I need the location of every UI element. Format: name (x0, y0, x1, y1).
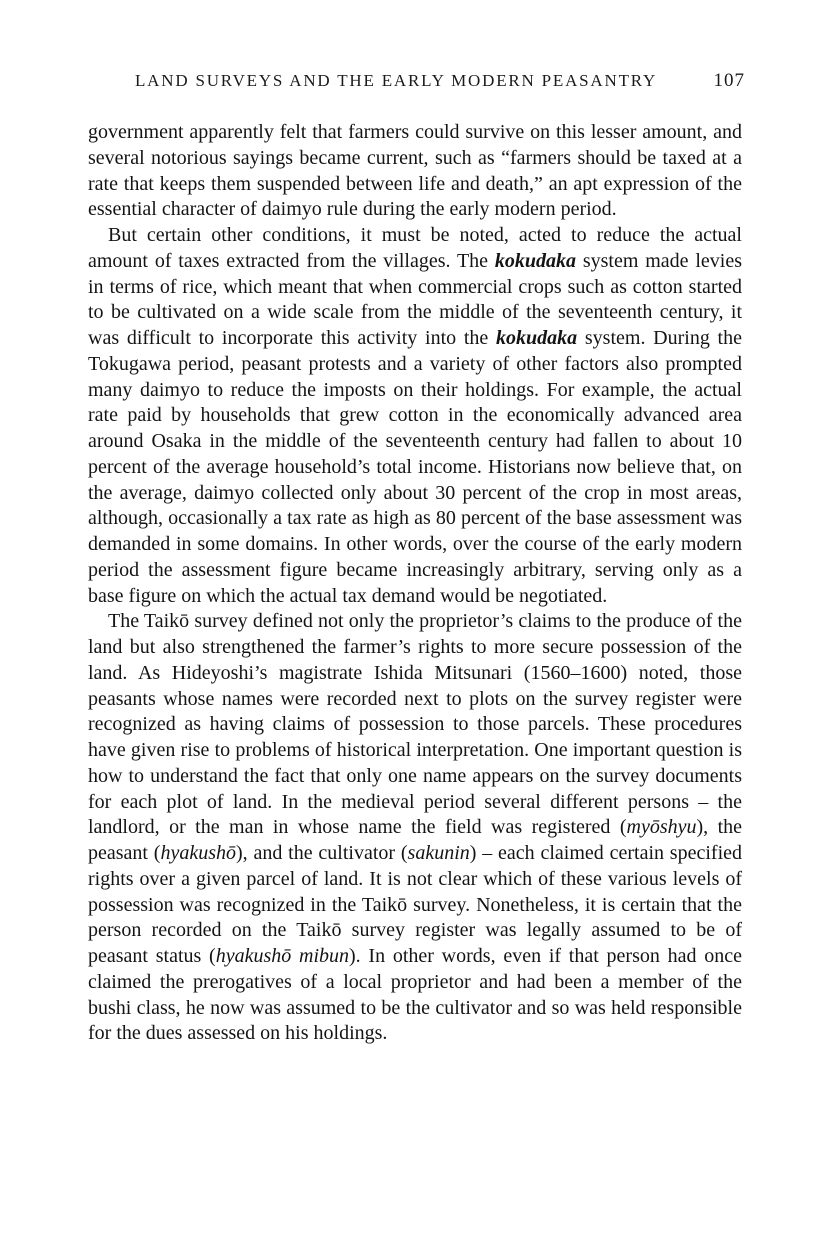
paragraph-1 (88, 120, 742, 223)
paragraph-text: system made levies in terms of rice, which meant that when commercial crops such as cotton started to be cultivated on a wide scale from the middle of the seventeenth century, it was difficult to incorporate this activity into the (88, 249, 742, 349)
page-number: 107 (713, 70, 745, 91)
paragraph-2 (88, 223, 742, 609)
paragraph-text: government apparently felt that farmers could survive on this lesser amount, and several notorious sayings became current, such as “farmers should be taxed at a rate that keeps them suspended between life and death,” an apt expression of the essential character of daimyo rule during the early modern period. (88, 121, 742, 221)
term-kokudaka: kokudaka (494, 249, 576, 272)
body-text (88, 120, 742, 1047)
paragraph-text: But certain other conditions, it must be noted, acted to reduce the actual amount of taxes extracted from the villages. The (88, 224, 742, 272)
term-sakunin: sakunin (407, 842, 470, 864)
paragraph-text: ), and the cultivator ( (236, 842, 408, 864)
paragraph-text: system. During the Tokugawa period, peasant protests and a variety of other factors also prompted many daimyo to reduce the imposts on their holdings. For example, the actual rate paid by households that grew cotton in the economically advanced area around Osaka in the middle of the seventeenth century had fallen to about 10 percent of the average household’s total income. Historians now believe that, on the average, daimyo collected only about 30 percent of the crop in most areas, although, occasionally a tax rate as high as 80 percent of the base assessment was demanded in some domains. In other words, over the course of the early modern period the assessment figure became increasingly arbitrary, serving only as a base figure on which the actual tax demand would be negotiated. (88, 327, 742, 607)
paragraph-text: The Taikō survey defined not only the proprietor’s claims to the produce of the land but also strengthened the farmer’s rights to more secure possession of the land. As Hideyoshi’s magistrate Ishida Mitsunari (1560–1600) noted, those peasants whose names were recorded next to plots on the survey register were recognized as having claims of possession to those parcels. These procedures have given rise to problems of historical interpretation. One important question is how to understand the fact that only one name appears on the survey documents for each plot of land. In the medieval period several different persons – the landlord, or the man in whose name the field was registered ( (88, 610, 742, 839)
paragraph-text: ) – each claimed certain specified rights over a given parcel of land. It is not clear which of these various levels of possession was recognized in the Taikō survey. Nonetheless, it is certain that the person recorded on the Taikō survey register was legally assumed to be of peasant status ( (88, 842, 742, 967)
paragraph-text: ). In other words, even if that person had once claimed the prerogatives of a local proprietor and had been a member of the bushi class, he now was assumed to be the cultivator and so was held responsible for the dues assessed on his holdings. (88, 945, 742, 1045)
running-title: LAND SURVEYS AND THE EARLY MODERN PEASANTRY (135, 71, 658, 90)
running-head (135, 70, 745, 102)
term-hyakusho: hyakushō (160, 842, 236, 864)
term-myoshyu: myōshyu (626, 816, 697, 839)
paragraph-text: ), the peasant ( (88, 816, 743, 864)
term-kokudaka: kokudaka (496, 327, 578, 349)
paragraph-3 (88, 609, 742, 1047)
term-hyakusho-mibun: hyakushō mibun (215, 945, 349, 967)
